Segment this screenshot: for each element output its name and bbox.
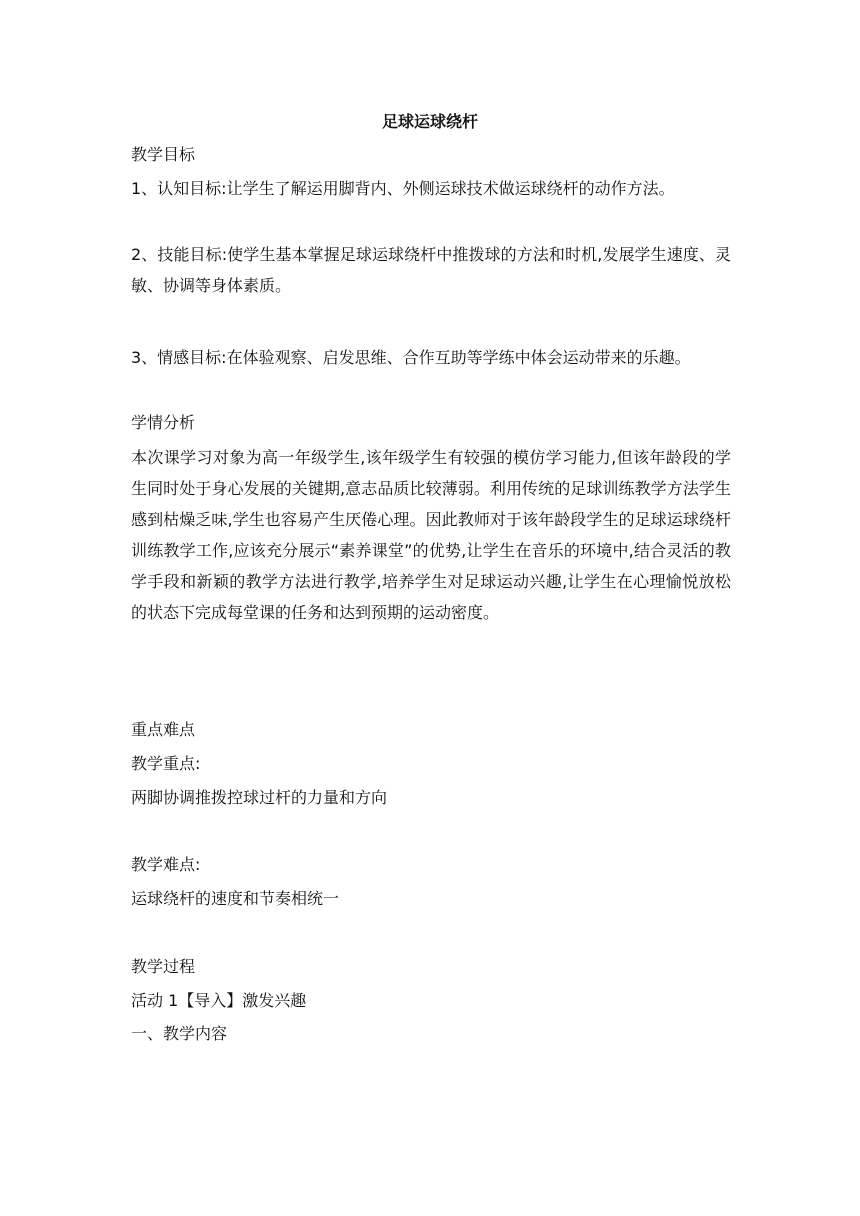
activity-1-heading: 活动 1【导入】激发兴趣: [131, 991, 307, 1010]
process-heading: 教学过程: [131, 957, 196, 976]
goals-heading: 教学目标: [131, 145, 196, 164]
key-point-label: 教学重点:: [131, 754, 201, 773]
goal-skill: 2、技能目标:使学生基本掌握足球运球绕杆中推拨球的方法和时机,发展学生速度、灵敏、协调等身体素质。: [131, 245, 731, 295]
goal-emotional: 3、情感目标:在体验观察、启发思维、合作互助等学练中体会运动带来的乐趣。: [131, 348, 691, 367]
difficulty-text: 运球绕杆的速度和节奏相统一: [131, 889, 340, 908]
goal-cognitive: 1、认知目标:让学生了解运用脚背内、外侧运球技术做运球绕杆的动作方法。: [131, 179, 675, 198]
document-title: 足球运球绕杆: [381, 112, 478, 131]
section-1-heading: 一、教学内容: [131, 1024, 228, 1043]
key-point-text: 两脚协调推拨控球过杆的力量和方向: [131, 788, 388, 807]
analysis-heading: 学情分析: [131, 413, 196, 432]
key-points-heading: 重点难点: [131, 720, 196, 739]
difficulty-label: 教学难点:: [131, 855, 201, 874]
analysis-paragraph: 本次课学习对象为高一年级学生,该年级学生有较强的模仿学习能力,但该年龄段的学生同时处于身心发展的关键期,意志品质比较薄弱。利用传统的足球训练教学方法学生感到枯燥乏味,学生也容易产生厌倦心理。因此教师对于该年龄段学生的足球运球绕杆训练教学工作,应该充分展示“素养课堂”的优势,让学生在音乐的环境中,结合灵活的教学手段和新颖的教学方法进行教学,培养学生对足球运动兴趣,让学生在心理愉悦放松的状态下完成每堂课的任务和达到预期的运动密度。: [131, 448, 731, 622]
